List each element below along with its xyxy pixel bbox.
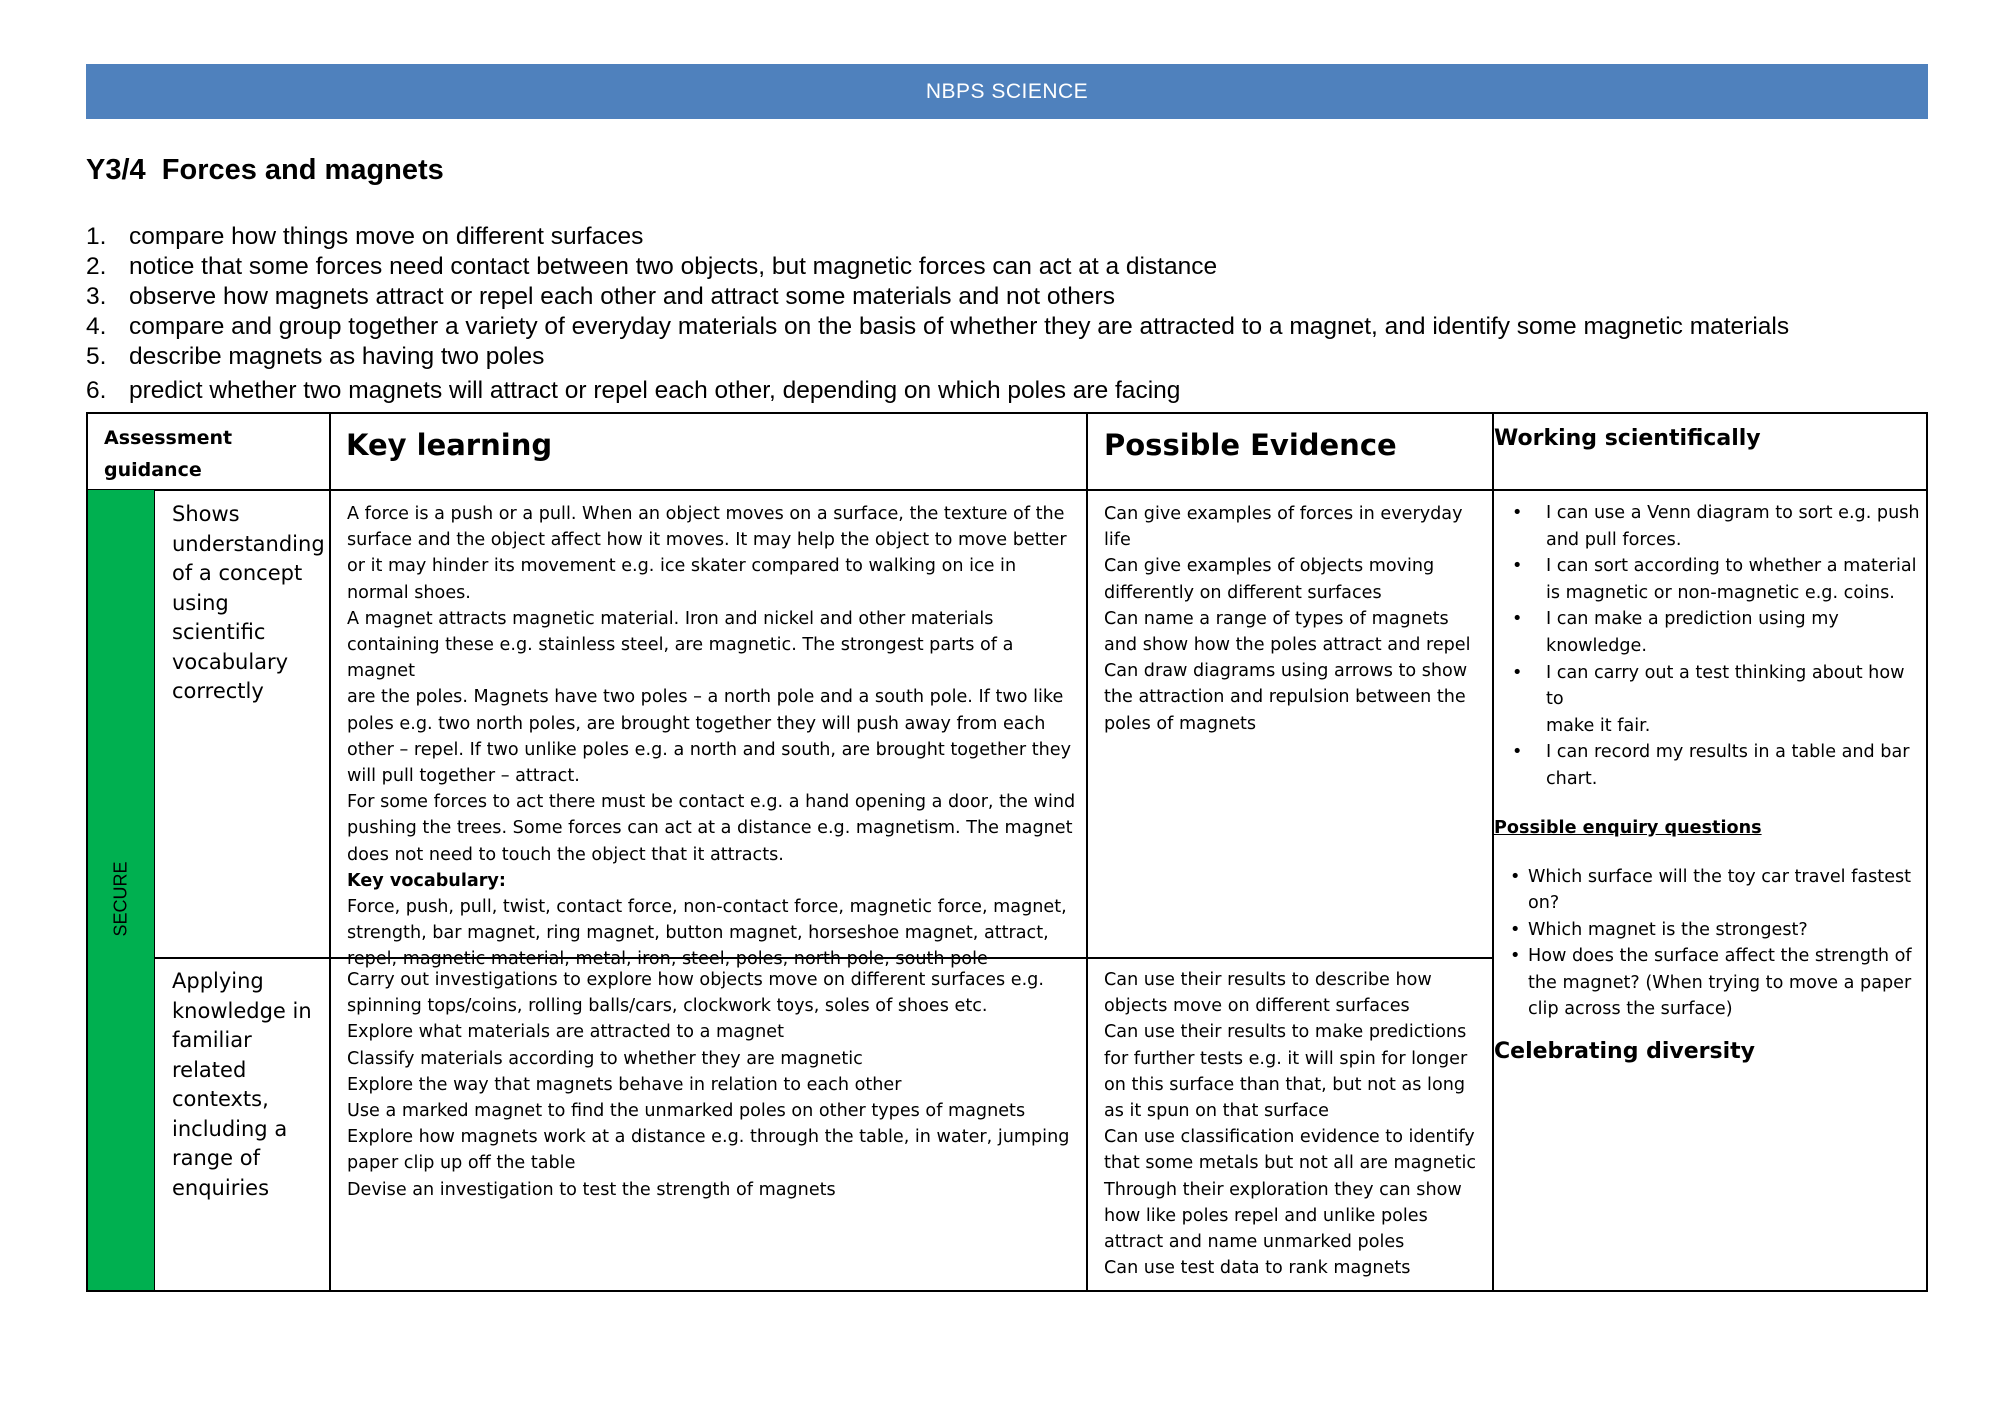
key-learning-line: Carry out investigations to explore how objects move on different surfaces e.g. (347, 970, 1044, 990)
ws-item (1494, 606, 1926, 659)
key-learning-line: A force is a push or a pull. When an object moves on a surface, the texture of the (347, 504, 1065, 524)
enquiry-questions-list (1494, 864, 1926, 1023)
header-working-scientifically: Working scientifically (1494, 426, 1761, 451)
objective-text: compare how things move on different surfaces (129, 223, 644, 250)
enquiry-item-line: the magnet? (When trying to move a paper (1528, 972, 1912, 993)
objective-item (86, 282, 1789, 312)
objective-number: 5. (86, 343, 107, 370)
brand-title: NBPS SCIENCE (925, 79, 1089, 103)
ws-item (1494, 739, 1926, 792)
key-vocabulary-line: strength, bar magnet, ring magnet, button magnet, horseshoe magnet, attract, (347, 923, 1049, 944)
evidence-line: Can give examples of forces in everyday (1104, 504, 1463, 524)
ws-item-line: chart. (1546, 768, 1598, 789)
assessment-table (86, 412, 1928, 1292)
ws-item-line: and pull forces. (1546, 529, 1682, 550)
enquiry-item (1494, 864, 1926, 917)
working-scientifically-list (1494, 500, 1926, 793)
bullet-icon: • (1512, 503, 1523, 523)
evidence-line: and show how the poles attract and repel (1104, 635, 1471, 656)
objective-text: predict whether two magnets will attract or repel each other, depending on which poles are facing (129, 377, 1181, 404)
evidence-line: the attraction and repulsion between the (1104, 687, 1466, 708)
row1-key-learning (347, 501, 1082, 973)
enquiry-item-line: Which magnet is the strongest? (1528, 919, 1808, 940)
objective-text: describe magnets as having two poles (129, 343, 545, 370)
evidence-line: poles of magnets (1104, 713, 1257, 734)
ws-item-line: I can record my results in a table and bar (1546, 742, 1910, 763)
key-learning-line: A magnet attracts magnetic material. Iron and nickel and other materials (347, 608, 994, 629)
objectives-list (86, 222, 1789, 406)
ws-item-line: I can make a prediction using my (1546, 609, 1839, 630)
row1-evidence (1104, 501, 1489, 737)
page-title: Y3/4 Forces and magnets (86, 154, 444, 186)
objective-item (86, 376, 1789, 406)
ws-item-line: knowledge. (1546, 635, 1647, 656)
objective-item (86, 252, 1789, 282)
bullet-icon: • (1512, 742, 1523, 763)
objective-text: observe how magnets attract or repel each other and attract some materials and not others (129, 283, 1115, 310)
enquiry-item-line: Which surface will the toy car travel fastest (1528, 866, 1912, 887)
key-learning-line: Explore what materials are attracted to a magnet (347, 1022, 784, 1043)
key-learning-line: Explore the way that magnets behave in relation to each other (347, 1074, 902, 1095)
header-key-learning: Key learning (346, 428, 553, 462)
bullet-icon: • (1512, 662, 1523, 683)
guidance-line: including a (172, 1116, 288, 1141)
evidence-line: Can use their results to describe how (1104, 970, 1432, 990)
key-vocabulary-title: Key vocabulary: (347, 870, 506, 891)
guidance-line: familiar (172, 1028, 252, 1052)
key-learning-line: does not need to touch the object that it attracts. (347, 844, 784, 865)
key-learning-line: other – repel. If two unlike poles e.g. a north and south, are brought together they (347, 739, 1072, 760)
evidence-line: Through their exploration they can show (1104, 1179, 1462, 1200)
guidance-line: of a concept (172, 561, 303, 585)
secure-label: SECURE (110, 861, 131, 937)
enquiry-questions-title: Possible enquiry questions (1494, 817, 1762, 838)
row1-guidance (172, 500, 325, 707)
key-learning-line: pushing the trees. Some forces can act at a distance e.g. magnetism. The magnet (347, 818, 1073, 839)
header-divider (88, 489, 1926, 491)
ws-item (1494, 553, 1926, 606)
objective-number: 6. (86, 377, 107, 404)
evidence-line: objects move on different surfaces (1104, 996, 1410, 1017)
objective-text: compare and group together a variety of everyday materials on the basis of whether they are attracted to a magnet, and identify some magnetic materials (129, 313, 1790, 340)
objective-item (86, 312, 1789, 342)
guidance-line: understanding (172, 531, 325, 556)
bullet-icon: • (1510, 946, 1521, 967)
enquiry-item (1494, 943, 1926, 1023)
bullet-icon: • (1510, 919, 1521, 940)
row2-key-learning (347, 967, 1082, 1203)
enquiry-item-line: How does the surface affect the strength of (1528, 946, 1912, 967)
key-learning-line: Devise an investigation to test the strength of magnets (347, 1179, 836, 1200)
enquiry-item-line: on? (1528, 893, 1560, 914)
guidance-line: correctly (172, 679, 264, 703)
enquiry-item-line: clip across the surface) (1528, 999, 1733, 1020)
header-assessment-line: Assessment (104, 427, 233, 449)
evidence-line: Can name a range of types of magnets (1104, 608, 1449, 629)
evidence-line: life (1104, 530, 1131, 551)
objective-item (86, 342, 1789, 372)
ws-item-line: is magnetic or non-magnetic e.g. coins. (1546, 582, 1895, 603)
guidance-line: range of (172, 1146, 260, 1170)
key-learning-line: For some forces to act there must be contact e.g. a hand opening a door, the wind (347, 792, 1076, 813)
column-divider (1086, 414, 1088, 1290)
working-scientifically-panel (1494, 500, 1926, 1064)
guidance-line: related (172, 1057, 247, 1082)
key-learning-line: are the poles. Magnets have two poles – a north pole and a south pole. If two like (347, 687, 1064, 708)
evidence-line: Can use their results to make predictions (1104, 1022, 1467, 1043)
bullet-icon: • (1510, 866, 1521, 887)
header-guidance-line: guidance (104, 459, 202, 481)
evidence-line: differently on different surfaces (1104, 582, 1382, 603)
evidence-line: for further tests e.g. it will spin for longer (1104, 1048, 1468, 1069)
key-learning-line: will pull together – attract. (347, 766, 580, 787)
key-vocabulary-line: repel, magnetic material, metal, iron, steel, poles, north pole, south pole (347, 949, 988, 970)
guidance-line: vocabulary (172, 649, 289, 674)
ws-item-line: make it fair. (1546, 715, 1651, 736)
evidence-line: that some metals but not all are magnetic (1104, 1153, 1477, 1174)
ws-item (1494, 500, 1926, 553)
ws-item (1494, 660, 1926, 740)
header-assessment-guidance (104, 422, 232, 486)
key-learning-line: paper clip up off the table (347, 1153, 576, 1174)
enquiry-item (1494, 917, 1926, 944)
objective-item (86, 222, 1789, 252)
objective-number: 1. (86, 223, 107, 250)
key-learning-line: poles e.g. two north poles, are brought together they will push away from each (347, 713, 1046, 734)
guidance-line: Applying (172, 969, 264, 993)
objective-number: 3. (86, 283, 107, 310)
key-learning-line: Explore how magnets work at a distance e.g. through the table, in water, jumping (347, 1127, 1070, 1148)
guidance-line: contexts, (172, 1087, 269, 1111)
evidence-line: Can use classification evidence to identify (1104, 1127, 1475, 1148)
evidence-line: how like poles repel and unlike poles (1104, 1205, 1428, 1226)
ws-item-line: I can sort according to whether a material (1546, 556, 1917, 577)
guidance-line: knowledge in (172, 998, 312, 1023)
guidance-line: using (172, 590, 229, 615)
header-bar (86, 64, 1928, 119)
key-learning-line: or it may hinder its movement e.g. ice skater compared to walking on ice in (347, 556, 1017, 577)
bullet-icon: • (1512, 609, 1523, 630)
key-learning-line: normal shoes. (347, 582, 471, 603)
header-possible-evidence: Possible Evidence (1104, 428, 1397, 462)
guidance-line: enquiries (172, 1175, 270, 1200)
celebrating-diversity-title: Celebrating diversity (1494, 1038, 1755, 1064)
ws-item-line: I can use a Venn diagram to sort e.g. push (1546, 503, 1920, 523)
evidence-line: as it spun on that surface (1104, 1101, 1329, 1122)
objective-number: 4. (86, 313, 107, 340)
evidence-line: Can use test data to rank magnets (1104, 1258, 1411, 1279)
bullet-icon: • (1512, 556, 1523, 577)
column-divider (329, 414, 331, 1290)
evidence-line: Can draw diagrams using arrows to show (1104, 661, 1468, 682)
key-vocabulary-line: Force, push, pull, twist, contact force, non-contact force, magnetic force, magnet, (347, 897, 1067, 918)
key-learning-line: Classify materials according to whether they are magnetic (347, 1048, 863, 1069)
evidence-line: on this surface than that, but not as long (1104, 1074, 1466, 1095)
row2-guidance (172, 967, 312, 1203)
key-learning-line: containing these e.g. stainless steel, are magnetic. The strongest parts of a magnet (347, 635, 1014, 682)
objective-number: 2. (86, 253, 107, 280)
key-learning-line: spinning tops/coins, rolling balls/cars, clockwork toys, soles of shoes etc. (347, 996, 988, 1017)
objective-text: notice that some forces need contact between two objects, but magnetic forces can act at a distance (129, 253, 1218, 280)
evidence-line: Can give examples of objects moving (1104, 556, 1435, 577)
guidance-line: Shows (172, 502, 240, 526)
evidence-line: attract and name unmarked poles (1104, 1232, 1405, 1253)
row2-evidence (1104, 967, 1489, 1281)
guidance-line: scientific (172, 620, 266, 644)
ws-item-line: I can carry out a test thinking about how to (1546, 662, 1905, 710)
key-learning-line: surface and the object affect how it moves. It may help the object to move better (347, 530, 1067, 551)
key-learning-line: Use a marked magnet to find the unmarked poles on other types of magnets (347, 1101, 1026, 1122)
